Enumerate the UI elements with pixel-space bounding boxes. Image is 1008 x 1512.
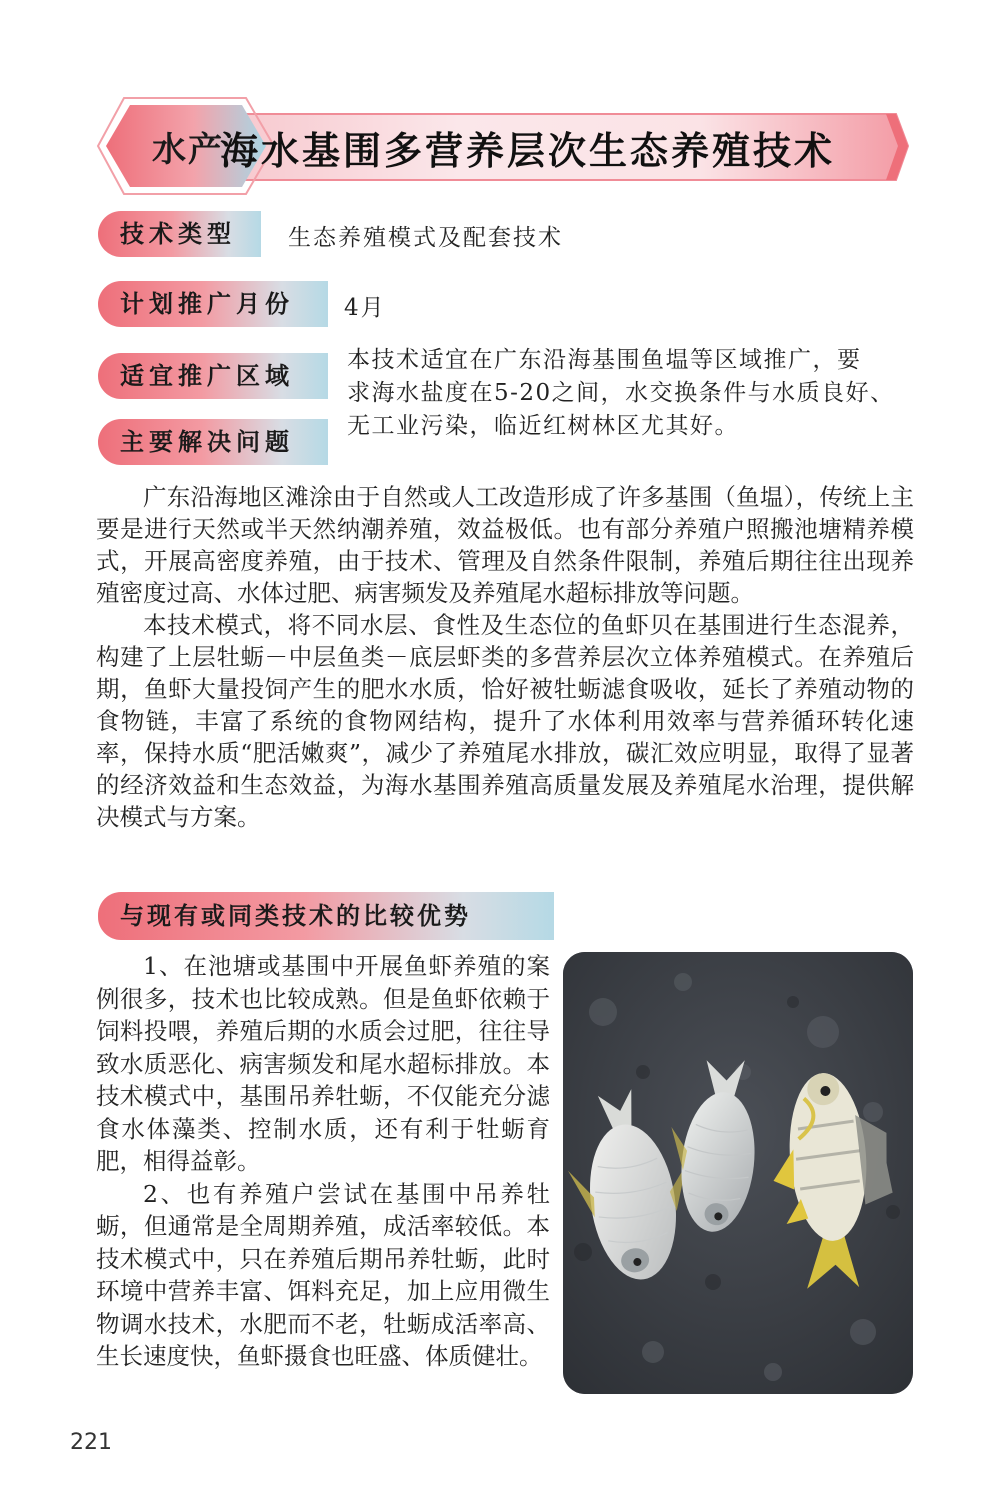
- title-banner: [96, 96, 914, 196]
- tech-type-value: 生态养殖模式及配套技术: [288, 225, 563, 251]
- advantage-label: 与现有或同类技术的比较优势: [98, 892, 554, 940]
- tech-type-label: 技术类型: [98, 211, 261, 257]
- problem-paragraph: 本技术模式，将不同水层、食性及生态位的鱼虾贝在基围进行生态混养，构建了上层牡蛎－中层鱼类－底层虾类的多营养层次立体养殖模式。在养殖后期，鱼虾大量投饲产生的肥水水质，恰好被牡蛎滤食吸收，延长了养殖动物的食物链，丰富了系统的食物网结构，提升了水体利用效率与营养循环转化速率，保持水质“肥活嫩爽”，减少了养殖尾水排放，碳汇效应明显，取得了显著的经济效益和生态效益，为海水基围养殖高质量发展及养殖尾水治理，提供解决模式与方案。: [96, 611, 914, 831]
- region-line: 求海水盐度在5-20之间，水交换条件与水质良好、: [347, 380, 895, 406]
- fish-photo: [563, 952, 913, 1394]
- advantage-section: [96, 950, 550, 1373]
- problem-paragraph: 广东沿海地区滩涂由于自然或人工改造形成了许多基围（鱼塭），传统上主要是进行天然或半天然纳潮养殖，效益极低。也有部分养殖户照搬池塘精养模式，开展高密度养殖，由于技术、管理及自然条件限制，养殖后期往往出现养殖密度过高、水体过肥、病害频发及养殖尾水超标排放等问题。: [96, 483, 914, 607]
- problem-section: [96, 481, 914, 833]
- advantage-paragraph: 1、在池塘或基围中开展鱼虾养殖的案例很多，技术也比较成熟。但是鱼虾依赖于饲料投喂，养殖后期的水质会过肥，往往导致水质恶化、病害频发和尾水超标排放。本技术模式中，基围吊养牡蛎，不仅能充分滤食水体藻类、控制水质，还有利于牡蛎育肥，相得益彰。: [96, 952, 550, 1175]
- region-label: 适宜推广区域: [98, 353, 328, 399]
- region-value: [347, 344, 917, 443]
- page-number: 221: [70, 1430, 112, 1455]
- region-line: 无工业污染，临近红树林区尤其好。: [347, 413, 739, 439]
- problem-label: 主要解决问题: [98, 419, 328, 465]
- fish-illustration: [563, 952, 913, 1394]
- month-value: 4月: [344, 295, 386, 321]
- region-line: 本技术适宜在广东沿海基围鱼塭等区域推广，要: [347, 347, 862, 373]
- month-label: 计划推广月份: [98, 281, 328, 327]
- advantage-paragraph: 2、也有养殖户尝试在基围中吊养牡蛎，但通常是全周期养殖，成活率较低。本技术模式中，只在养殖后期吊养牡蛎，此时环境中营养丰富、饵料充足，加上应用微生物调水技术，水肥而不老，牡蛎成活率高、生长速度快，鱼虾摄食也旺盛、体质健壮。: [96, 1179, 550, 1370]
- category-label: 水产: [152, 130, 224, 170]
- page-title: 海水基围多营养层次生态养殖技术: [220, 129, 836, 173]
